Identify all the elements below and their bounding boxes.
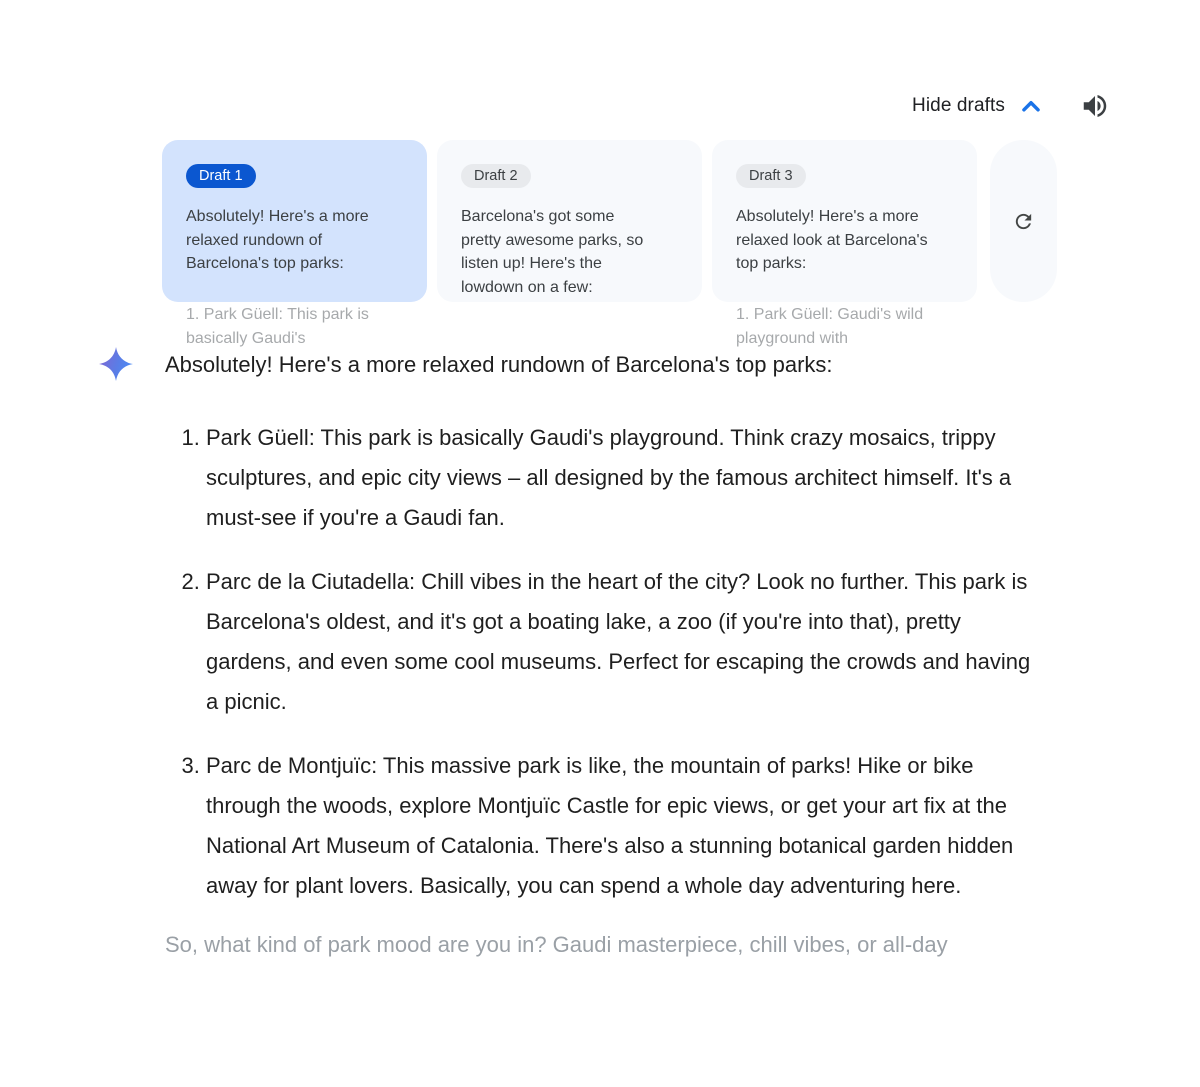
draft-card-1[interactable] [162,140,427,347]
draft-label-pill: Draft 1 [186,164,256,188]
regenerate-drafts-card [990,140,1057,302]
regenerate-button[interactable] [1012,210,1035,233]
draft-clipped-overflow-text: 1. Park Güell: This park is basically Gaudi's [186,306,369,347]
draft-preview-text: Barcelona's got some pretty awesome parks, so listen up! Here's the lowdown on a few: [461,208,644,296]
draft-preview-text: Absolutely! Here's a more relaxed rundown of Barcelona's top parks: [186,208,369,272]
refresh-icon [1012,210,1035,233]
park-list-item: 1. Park Güell: This park is basically Gaudi's playground. Think crazy mosaics, trippy sculptures, and epic city views – all designed by the famous architect himself. It's a must-see if you're a Gaudi fan. [206,418,1045,538]
park-list-item: 3. Parc de Montjuïc: This massive park is like, the mountain of parks! Hike or bike through the woods, explore Montjuïc Castle for epic views, or get your art fix at the National Art Museum of Catalonia. There's also a stunning botanical garden hidden away for plant lovers. Basically, you can spend a whole day adventuring here. [206,746,1045,906]
chevron-up-icon [1018,95,1044,117]
park-list-item: 2. Parc de la Ciutadella: Chill vibes in the heart of the city? Look no further. This park is Barcelona's oldest, and it's got a boating lake, a zoo (if you're into that), pretty gardens, and even some cool museums. Perfect for escaping the crowds and having a picnic. [206,562,1045,722]
response-intro: Absolutely! Here's a more relaxed rundown of Barcelona's top parks: [165,352,833,377]
draft-preview-text: Absolutely! Here's a more relaxed look at Barcelona's top parks: [736,208,928,272]
volume-up-icon [1080,91,1110,121]
gemini-sparkle-icon [98,346,134,382]
draft-label-pill: Draft 2 [461,164,531,188]
draft-label-pill: Draft 3 [736,164,806,188]
park-list [165,418,1045,906]
drafts-row [162,140,1057,347]
read-aloud-button[interactable] [1080,91,1110,121]
response-outro-faded: So, what kind of park mood are you in? Gaudi masterpiece, chill vibes, or all-day [165,932,948,957]
drafts-toolbar [912,90,1110,122]
draft-card-2[interactable] [437,140,702,302]
hide-drafts-button[interactable] [912,95,1044,117]
response-body [165,350,1045,960]
hide-drafts-label: Hide drafts [912,95,1005,116]
draft-card-3[interactable] [712,140,977,347]
draft-clipped-overflow-text: 1. Park Güell: Gaudi's wild playground with [736,306,924,347]
